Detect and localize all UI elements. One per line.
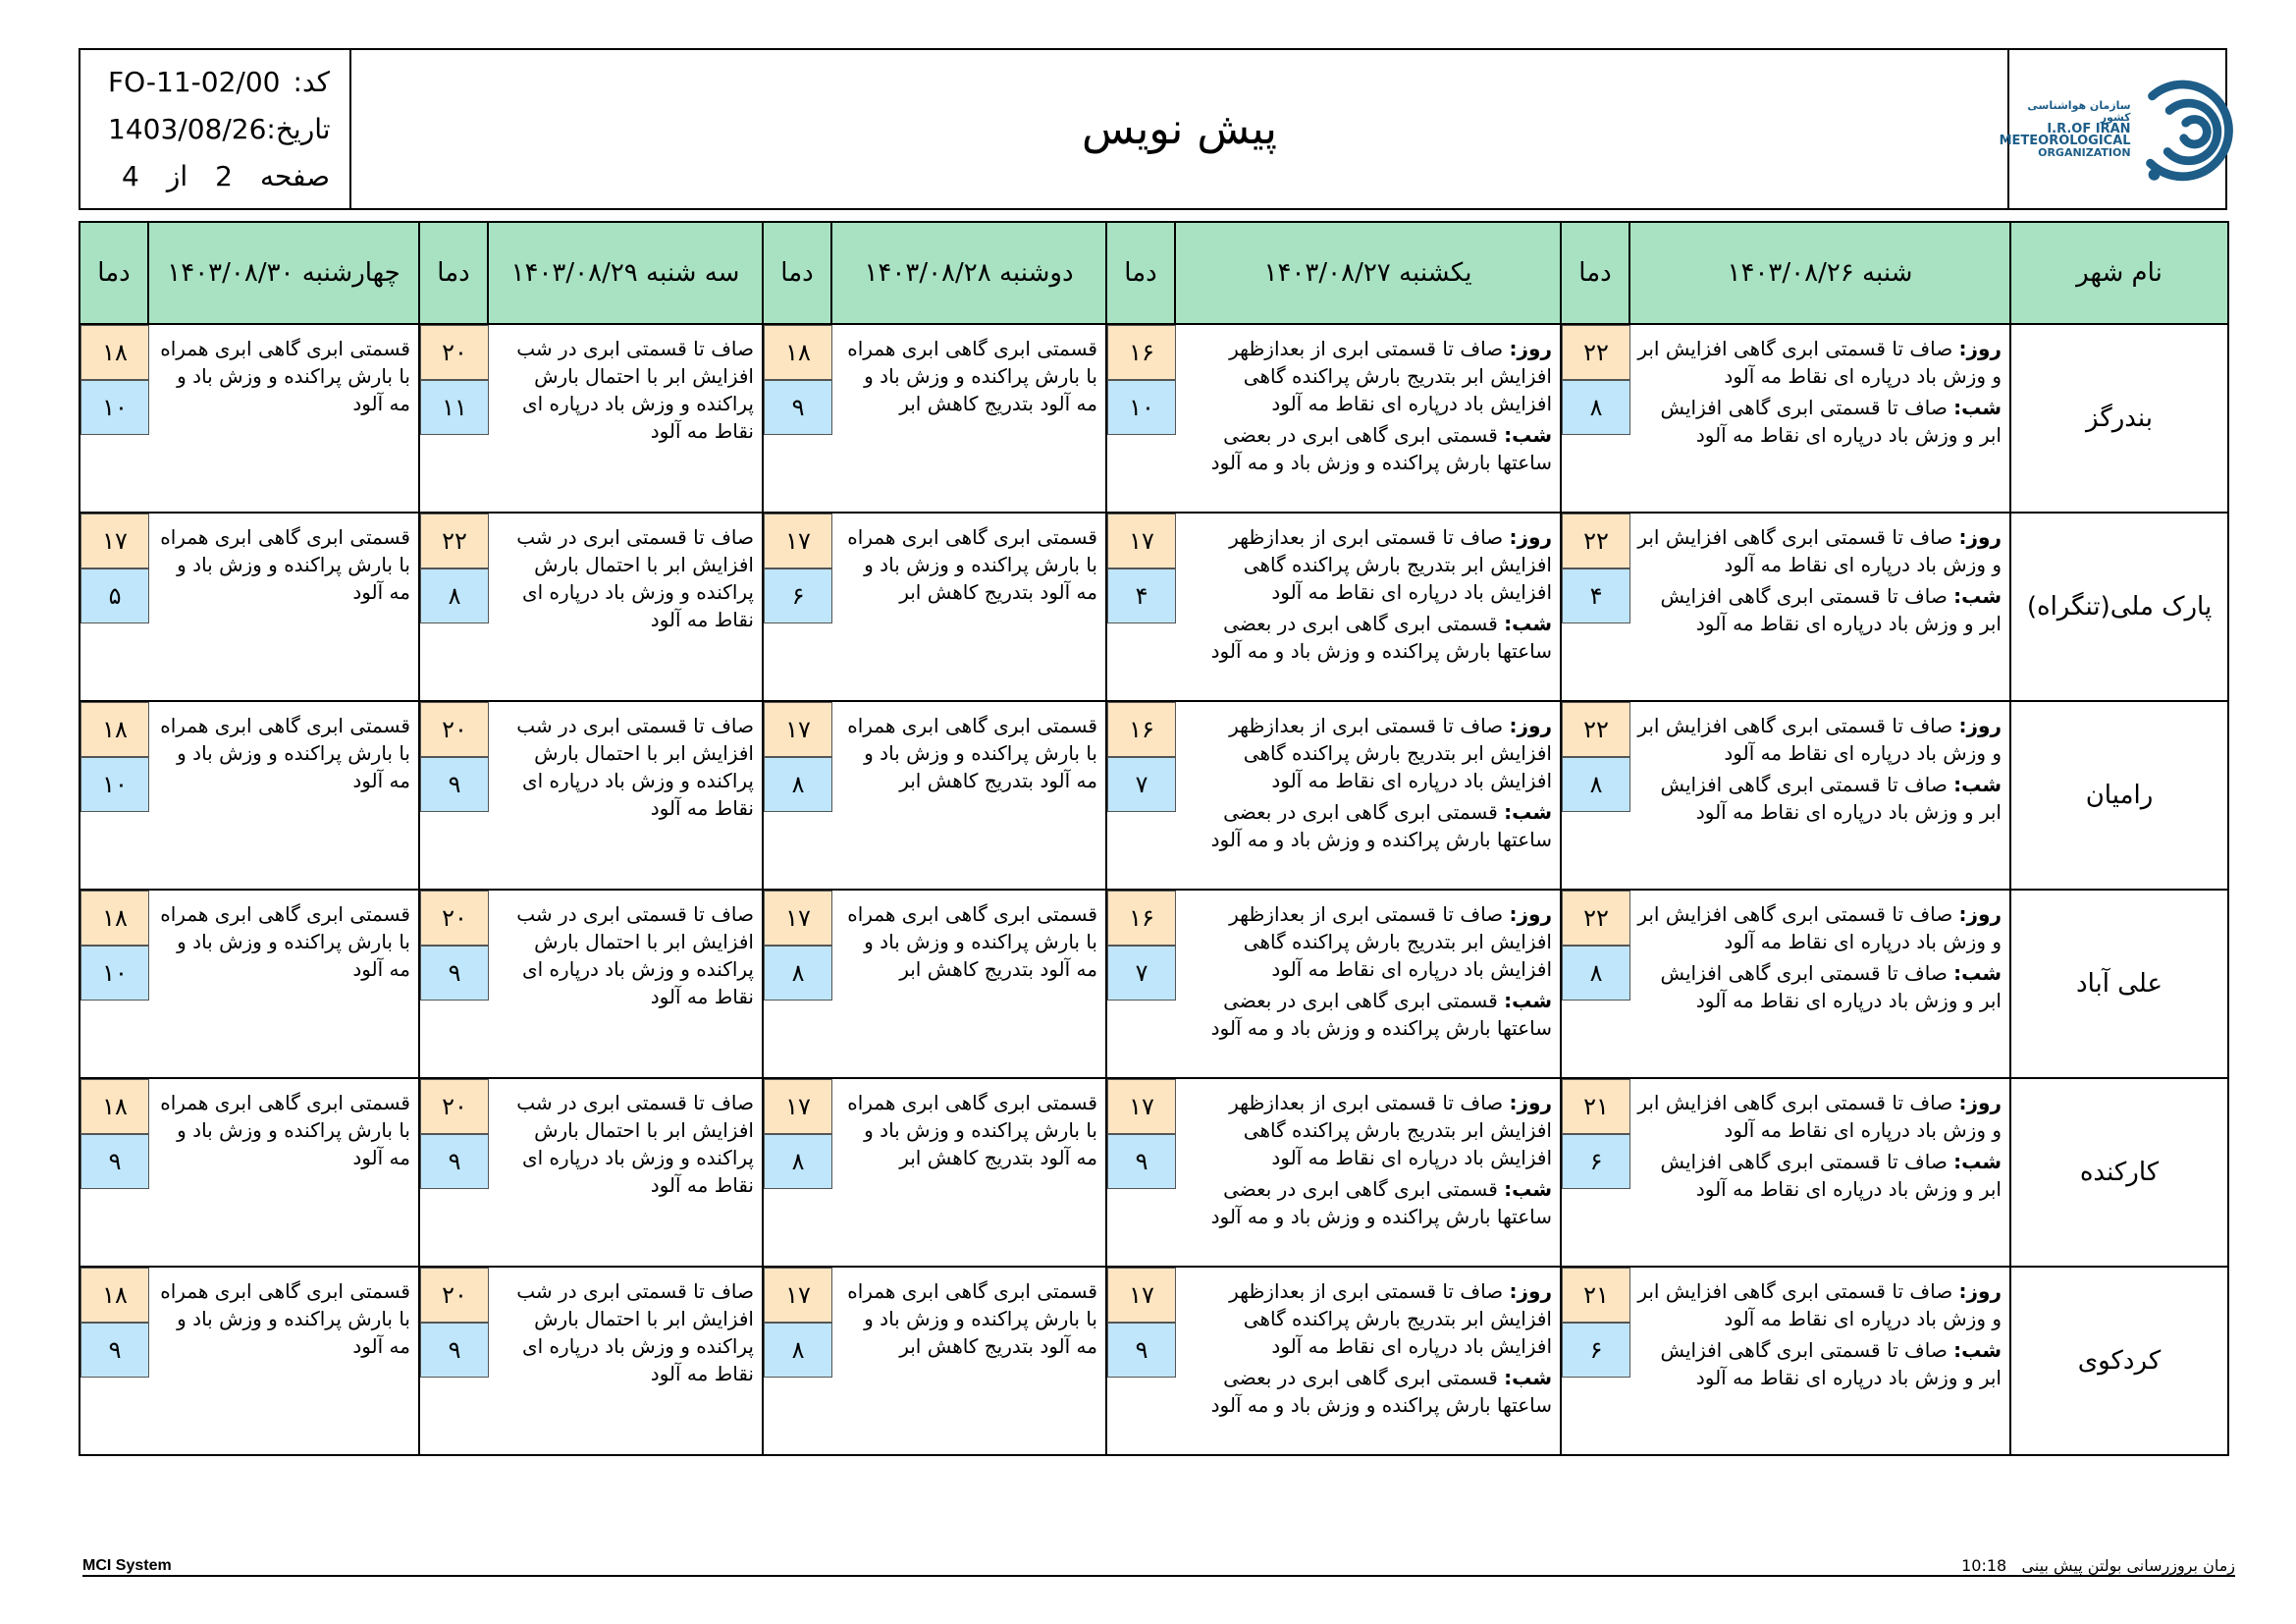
temp-cell [1561,324,1629,513]
logo-text [1997,100,2131,159]
max-temp: ۲۱ [1562,1268,1630,1323]
temp-cell [80,701,148,890]
forecast-desc: قسمتی ابری گاهی ابری همراه با بارش پراکنده و وزش باد و مه آلود بتدریج کاهش ابر [831,1267,1106,1455]
forecast-desc: قسمتی ابری گاهی ابری همراه با بارش پراکنده و وزش باد و مه آلود [148,1078,419,1267]
day-label: روز: [1958,1091,2002,1114]
day-text: صاف تا قسمتی ابری از بعدازظهر افزایش ابر بتدریج بارش پراکنده گاهی افزایش باد درپاره ای نقاط مه آلود [1229,1279,1552,1358]
city-name: بندرگز [2010,324,2228,513]
forecast-desc: قسمتی ابری گاهی ابری همراه با بارش پراکنده و وزش باد و مه آلود بتدریج کاهش ابر [831,1078,1106,1267]
max-temp: ۱۸ [80,702,149,757]
temp-cell [1561,513,1629,701]
night-forecast [1183,1175,1552,1230]
system-name: MCI System [82,1557,172,1574]
forecast-desc: قسمتی ابری گاهی ابری همراه با بارش پراکنده و وزش باد و مه آلود بتدریج کاهش ابر [831,324,1106,513]
min-temp: ۱۰ [1107,380,1176,435]
max-temp: ۲۲ [1562,702,1630,757]
max-temp: ۲۰ [420,325,489,380]
day-label: روز: [1958,1279,2002,1303]
min-temp: ۹ [420,757,489,812]
update-label: زمان بروزرسانی بولتن پیش بینی [2021,1556,2235,1575]
forecast-desc: قسمتی ابری گاهی ابری همراه با بارش پراکنده و وزش باد و مه آلود [148,324,419,513]
night-text: صاف تا قسمتی ابری گاهی افزایش ابر و وزش باد درپاره ای نقاط مه آلود [1660,1338,2002,1389]
table-row [80,1078,2228,1267]
day-label: روز: [1958,714,2002,737]
table-row [80,513,2228,701]
max-temp: ۱۸ [764,325,832,380]
night-text: قسمتی ابری گاهی ابری در بعضی ساعتها بارش پراکنده و وزش باد و مه آلود [1210,989,1552,1040]
update-time: 10:18 [1961,1556,2007,1575]
temp-cell [80,513,148,701]
forecast-desc: قسمتی ابری گاهی ابری همراه با بارش پراکنده و وزش باد و مه آلود [148,701,419,890]
min-temp: ۱۰ [80,380,149,435]
max-temp: ۲۲ [1562,891,1630,946]
min-temp: ۱۰ [80,757,149,812]
forecast-desc-daynight [1175,324,1561,513]
night-forecast [1637,394,2002,449]
min-temp: ۹ [764,380,832,435]
col-city: نام شهر [2010,222,2228,324]
page-title: پیش نویس [1082,104,1277,154]
forecast-desc-daynight [1175,701,1561,890]
document-header [79,48,2227,210]
temp-cell [1561,1267,1629,1455]
night-text: قسمتی ابری گاهی ابری در بعضی ساعتها بارش پراکنده و وزش باد و مه آلود [1210,612,1552,663]
logo-area [1999,50,2225,208]
night-forecast [1637,582,2002,637]
max-temp: ۲۰ [420,1079,489,1134]
max-temp: ۱۷ [764,1079,832,1134]
temp-cell [1561,1078,1629,1267]
col-temp-1: دما [1561,222,1629,324]
night-forecast [1637,771,2002,826]
min-temp: ۸ [764,1134,832,1189]
max-temp: ۲۰ [420,702,489,757]
night-forecast [1183,610,1552,665]
night-label: شب: [1504,1366,1552,1389]
max-temp: ۱۷ [1107,1268,1176,1323]
forecast-desc: قسمتی ابری گاهی ابری همراه با بارش پراکنده و وزش باد و مه آلود [148,513,419,701]
temp-cell [763,1267,831,1455]
forecast-desc: صاف تا قسمتی ابری در شب افزایش ابر با احتمال بارش پراکنده و وزش باد درپاره ای نقاط مه آلود [488,701,763,890]
day-text: صاف تا قسمتی ابری گاهی افزایش ابر و وزش باد درپاره ای نقاط مه آلود [1637,525,2002,576]
min-temp: ۸ [1562,757,1630,812]
max-temp: ۲۲ [1562,514,1630,568]
logo-text-en3: ORGANIZATION [2038,145,2131,159]
night-text: صاف تا قسمتی ابری گاهی افزایش ابر و وزش باد درپاره ای نقاط مه آلود [1660,396,2002,447]
forecast-desc: صاف تا قسمتی ابری در شب افزایش ابر با احتمال بارش پراکنده و وزش باد درپاره ای نقاط مه آلود [488,513,763,701]
forecast-desc: قسمتی ابری گاهی ابری همراه با بارش پراکنده و وزش باد و مه آلود بتدریج کاهش ابر [831,513,1106,701]
page-of: از [166,160,188,192]
night-label: شب: [1953,773,2002,796]
night-forecast [1183,1364,1552,1419]
min-temp: ۹ [420,946,489,1001]
max-temp: ۲۰ [420,891,489,946]
day-forecast [1183,1277,1552,1360]
day-label: روز: [1958,525,2002,549]
night-label: شب: [1953,961,2002,985]
forecast-desc-daynight [1175,513,1561,701]
temp-cell [1106,324,1175,513]
temp-cell [1561,890,1629,1078]
city-name: علی آباد [2010,890,2228,1078]
night-label: شب: [1953,1338,2002,1362]
day-forecast [1637,900,2002,955]
day-forecast [1637,1089,2002,1144]
col-day-2: یکشنبه ۱۴۰۳/۰۸/۲۷ [1175,222,1561,324]
min-temp: ۹ [420,1134,489,1189]
max-temp: ۱۷ [1107,514,1176,568]
update-info [1961,1556,2235,1575]
day-label: روز: [1509,1279,1552,1303]
night-forecast [1183,987,1552,1042]
col-day-3: دوشنبه ۱۴۰۳/۰۸/۲۸ [831,222,1106,324]
day-forecast [1183,335,1552,417]
night-label: شب: [1953,584,2002,608]
night-forecast [1637,959,2002,1014]
min-temp: ۶ [1562,1323,1630,1378]
day-label: روز: [1509,1091,1552,1114]
temp-cell [419,1267,488,1455]
day-text: صاف تا قسمتی ابری از بعدازظهر افزایش ابر بتدریج بارش پراکنده گاهی افزایش باد درپاره ای نقاط مه آلود [1229,337,1552,415]
day-forecast [1637,335,2002,390]
forecast-desc-daynight [1175,1267,1561,1455]
temp-cell [80,1078,148,1267]
page-label: صفحه [259,160,330,192]
night-text: صاف تا قسمتی ابری گاهی افزایش ابر و وزش باد درپاره ای نقاط مه آلود [1660,1150,2002,1201]
day-text: صاف تا قسمتی ابری از بعدازظهر افزایش ابر بتدریج بارش پراکنده گاهی افزایش باد درپاره ای نقاط مه آلود [1229,902,1552,981]
min-temp: ۶ [764,568,832,623]
document-meta [80,50,351,208]
day-text: صاف تا قسمتی ابری گاهی افزایش ابر و وزش باد درپاره ای نقاط مه آلود [1637,714,2002,765]
forecast-desc: قسمتی ابری گاهی ابری همراه با بارش پراکنده و وزش باد و مه آلود [148,890,419,1078]
min-temp: ۸ [764,1323,832,1378]
temp-cell [80,324,148,513]
min-temp: ۹ [80,1134,149,1189]
day-label: روز: [1509,902,1552,926]
temp-cell [1106,1267,1175,1455]
day-forecast [1183,1089,1552,1171]
col-day-4: سه شنبه ۱۴۰۳/۰۸/۲۹ [488,222,763,324]
title-area [351,50,2007,208]
col-temp-2: دما [1106,222,1175,324]
forecast-desc-daynight [1629,513,2010,701]
day-label: روز: [1509,714,1552,737]
night-label: شب: [1504,612,1552,635]
day-forecast [1637,1277,2002,1332]
min-temp: ۸ [764,946,832,1001]
logo-text-en2: METEOROLOGICAL [1999,133,2131,148]
temp-cell [419,324,488,513]
max-temp: ۱۷ [764,702,832,757]
max-temp: ۱۶ [1107,702,1176,757]
night-forecast [1637,1148,2002,1203]
day-label: روز: [1958,337,2002,360]
day-text: صاف تا قسمتی ابری از بعدازظهر افزایش ابر بتدریج بارش پراکنده گاهی افزایش باد درپاره ای نقاط مه آلود [1229,525,1552,604]
temp-cell [80,1267,148,1455]
temp-cell [763,701,831,890]
page-total: 4 [122,160,139,192]
night-label: شب: [1504,423,1552,447]
day-text: صاف تا قسمتی ابری گاهی افزایش ابر و وزش باد درپاره ای نقاط مه آلود [1637,337,2002,388]
night-forecast [1637,1336,2002,1391]
city-name: کارکنده [2010,1078,2228,1267]
spiral-logo-icon [2133,66,2238,193]
min-temp: ۱۰ [80,946,149,1001]
code-label: کد: [293,66,330,98]
logo-text-en1: I.R.OF IRAN [2047,121,2131,136]
col-day-5: چهارشنبه ۱۴۰۳/۰۸/۳۰ [148,222,419,324]
forecast-desc: صاف تا قسمتی ابری در شب افزایش ابر با احتمال بارش پراکنده و وزش باد درپاره ای نقاط مه آلود [488,1267,763,1455]
city-name: پارک ملی(تنگراه) [2010,513,2228,701]
max-temp: ۱۸ [80,891,149,946]
organization-logo [1997,66,2238,193]
code-value: FO-11-02/00 [108,66,281,98]
temp-cell [419,1078,488,1267]
day-label: روز: [1509,525,1552,549]
forecast-desc-daynight [1175,1078,1561,1267]
logo-text-fa: سازمان هواشناسی کشور [2027,98,2131,124]
col-temp-5: دما [80,222,148,324]
night-label: شب: [1953,396,2002,419]
forecast-desc-daynight [1629,1267,2010,1455]
date-value: 1403/08/26 [108,113,267,145]
day-text: صاف تا قسمتی ابری از بعدازظهر افزایش ابر بتدریج بارش پراکنده گاهی افزایش باد درپاره ای نقاط مه آلود [1229,1091,1552,1169]
max-temp: ۲۲ [420,514,489,568]
max-temp: ۱۶ [1107,325,1176,380]
day-label: روز: [1509,337,1552,360]
temp-cell [1106,1078,1175,1267]
max-temp: ۱۷ [764,891,832,946]
min-temp: ۸ [420,568,489,623]
max-temp: ۱۷ [764,514,832,568]
min-temp: ۸ [1562,946,1630,1001]
table-header-row [80,222,2228,324]
day-forecast [1637,523,2002,578]
temp-cell [419,890,488,1078]
min-temp: ۷ [1107,946,1176,1001]
night-text: قسمتی ابری گاهی ابری در بعضی ساعتها بارش پراکنده و وزش باد و مه آلود [1210,800,1552,851]
min-temp: ۸ [764,757,832,812]
forecast-desc: صاف تا قسمتی ابری در شب افزایش ابر با احتمال بارش پراکنده و وزش باد درپاره ای نقاط مه آلود [488,1078,763,1267]
temp-cell [1106,890,1175,1078]
max-temp: ۱۸ [80,1079,149,1134]
table-row [80,701,2228,890]
min-temp: ۹ [80,1323,149,1378]
forecast-body [80,324,2228,1455]
city-name: رامیان [2010,701,2228,890]
night-label: شب: [1504,1177,1552,1201]
forecast-desc-daynight [1175,890,1561,1078]
forecast-desc: قسمتی ابری گاهی ابری همراه با بارش پراکنده و وزش باد و مه آلود بتدریج کاهش ابر [831,890,1106,1078]
temp-cell [763,513,831,701]
forecast-desc-daynight [1629,324,2010,513]
temp-cell [763,324,831,513]
night-text: صاف تا قسمتی ابری گاهی افزایش ابر و وزش باد درپاره ای نقاط مه آلود [1660,773,2002,824]
max-temp: ۲۰ [420,1268,489,1323]
forecast-desc: صاف تا قسمتی ابری در شب افزایش ابر با احتمال بارش پراکنده و وزش باد درپاره ای نقاط مه آلود [488,324,763,513]
temp-cell [80,890,148,1078]
min-temp: ۹ [1107,1323,1176,1378]
forecast-table [79,221,2229,1456]
page-footer [82,1549,2235,1577]
min-temp: ۱۱ [420,380,489,435]
temp-cell [763,1078,831,1267]
city-name: کردکوی [2010,1267,2228,1455]
temp-cell [419,701,488,890]
col-temp-4: دما [419,222,488,324]
forecast-desc-daynight [1629,1078,2010,1267]
day-text: صاف تا قسمتی ابری گاهی افزایش ابر و وزش باد درپاره ای نقاط مه آلود [1637,1091,2002,1142]
day-label: روز: [1958,902,2002,926]
min-temp: ۴ [1107,568,1176,623]
min-temp: ۴ [1562,568,1630,623]
max-temp: ۱۸ [80,1268,149,1323]
max-temp: ۲۲ [1562,325,1630,380]
table-row [80,890,2228,1078]
min-temp: ۸ [1562,380,1630,435]
max-temp: ۱۶ [1107,891,1176,946]
temp-cell [1106,513,1175,701]
min-temp: ۵ [80,568,149,623]
night-label: شب: [1504,989,1552,1012]
day-forecast [1183,900,1552,983]
table-row [80,324,2228,513]
night-forecast [1183,421,1552,476]
code-row [108,66,330,98]
max-temp: ۲۱ [1562,1079,1630,1134]
day-text: صاف تا قسمتی ابری گاهی افزایش ابر و وزش باد درپاره ای نقاط مه آلود [1637,1279,2002,1330]
forecast-desc: صاف تا قسمتی ابری در شب افزایش ابر با احتمال بارش پراکنده و وزش باد درپاره ای نقاط مه آلود [488,890,763,1078]
min-temp: ۶ [1562,1134,1630,1189]
night-label: شب: [1953,1150,2002,1173]
date-row [108,113,330,145]
table-row [80,1267,2228,1455]
max-temp: ۱۷ [80,514,149,568]
temp-cell [763,890,831,1078]
temp-cell [1561,701,1629,890]
forecast-desc: قسمتی ابری گاهی ابری همراه با بارش پراکنده و وزش باد و مه آلود بتدریج کاهش ابر [831,701,1106,890]
day-forecast [1637,712,2002,767]
night-text: صاف تا قسمتی ابری گاهی افزایش ابر و وزش باد درپاره ای نقاط مه آلود [1660,961,2002,1012]
page-row [108,160,330,192]
min-temp: ۹ [420,1323,489,1378]
col-temp-3: دما [763,222,831,324]
day-text: صاف تا قسمتی ابری گاهی افزایش ابر و وزش باد درپاره ای نقاط مه آلود [1637,902,2002,953]
temp-cell [419,513,488,701]
max-temp: ۱۷ [764,1268,832,1323]
max-temp: ۱۷ [1107,1079,1176,1134]
night-label: شب: [1504,800,1552,824]
forecast-desc-daynight [1629,890,2010,1078]
day-forecast [1183,523,1552,606]
day-text: صاف تا قسمتی ابری از بعدازظهر افزایش ابر بتدریج بارش پراکنده گاهی افزایش باد درپاره ای نقاط مه آلود [1229,714,1552,792]
day-forecast [1183,712,1552,794]
night-text: صاف تا قسمتی ابری گاهی افزایش ابر و وزش باد درپاره ای نقاط مه آلود [1660,584,2002,635]
night-forecast [1183,798,1552,853]
forecast-desc-daynight [1629,701,2010,890]
page-current: 2 [215,160,233,192]
col-day-1: شنبه ۱۴۰۳/۰۸/۲۶ [1629,222,2010,324]
max-temp: ۱۸ [80,325,149,380]
night-text: قسمتی ابری گاهی ابری در بعضی ساعتها بارش پراکنده و وزش باد و مه آلود [1210,423,1552,474]
min-temp: ۷ [1107,757,1176,812]
night-text: قسمتی ابری گاهی ابری در بعضی ساعتها بارش پراکنده و وزش باد و مه آلود [1210,1366,1552,1417]
min-temp: ۹ [1107,1134,1176,1189]
date-label: تاریخ: [266,113,331,145]
forecast-desc: قسمتی ابری گاهی ابری همراه با بارش پراکنده و وزش باد و مه آلود [148,1267,419,1455]
night-text: قسمتی ابری گاهی ابری در بعضی ساعتها بارش پراکنده و وزش باد و مه آلود [1210,1177,1552,1228]
temp-cell [1106,701,1175,890]
